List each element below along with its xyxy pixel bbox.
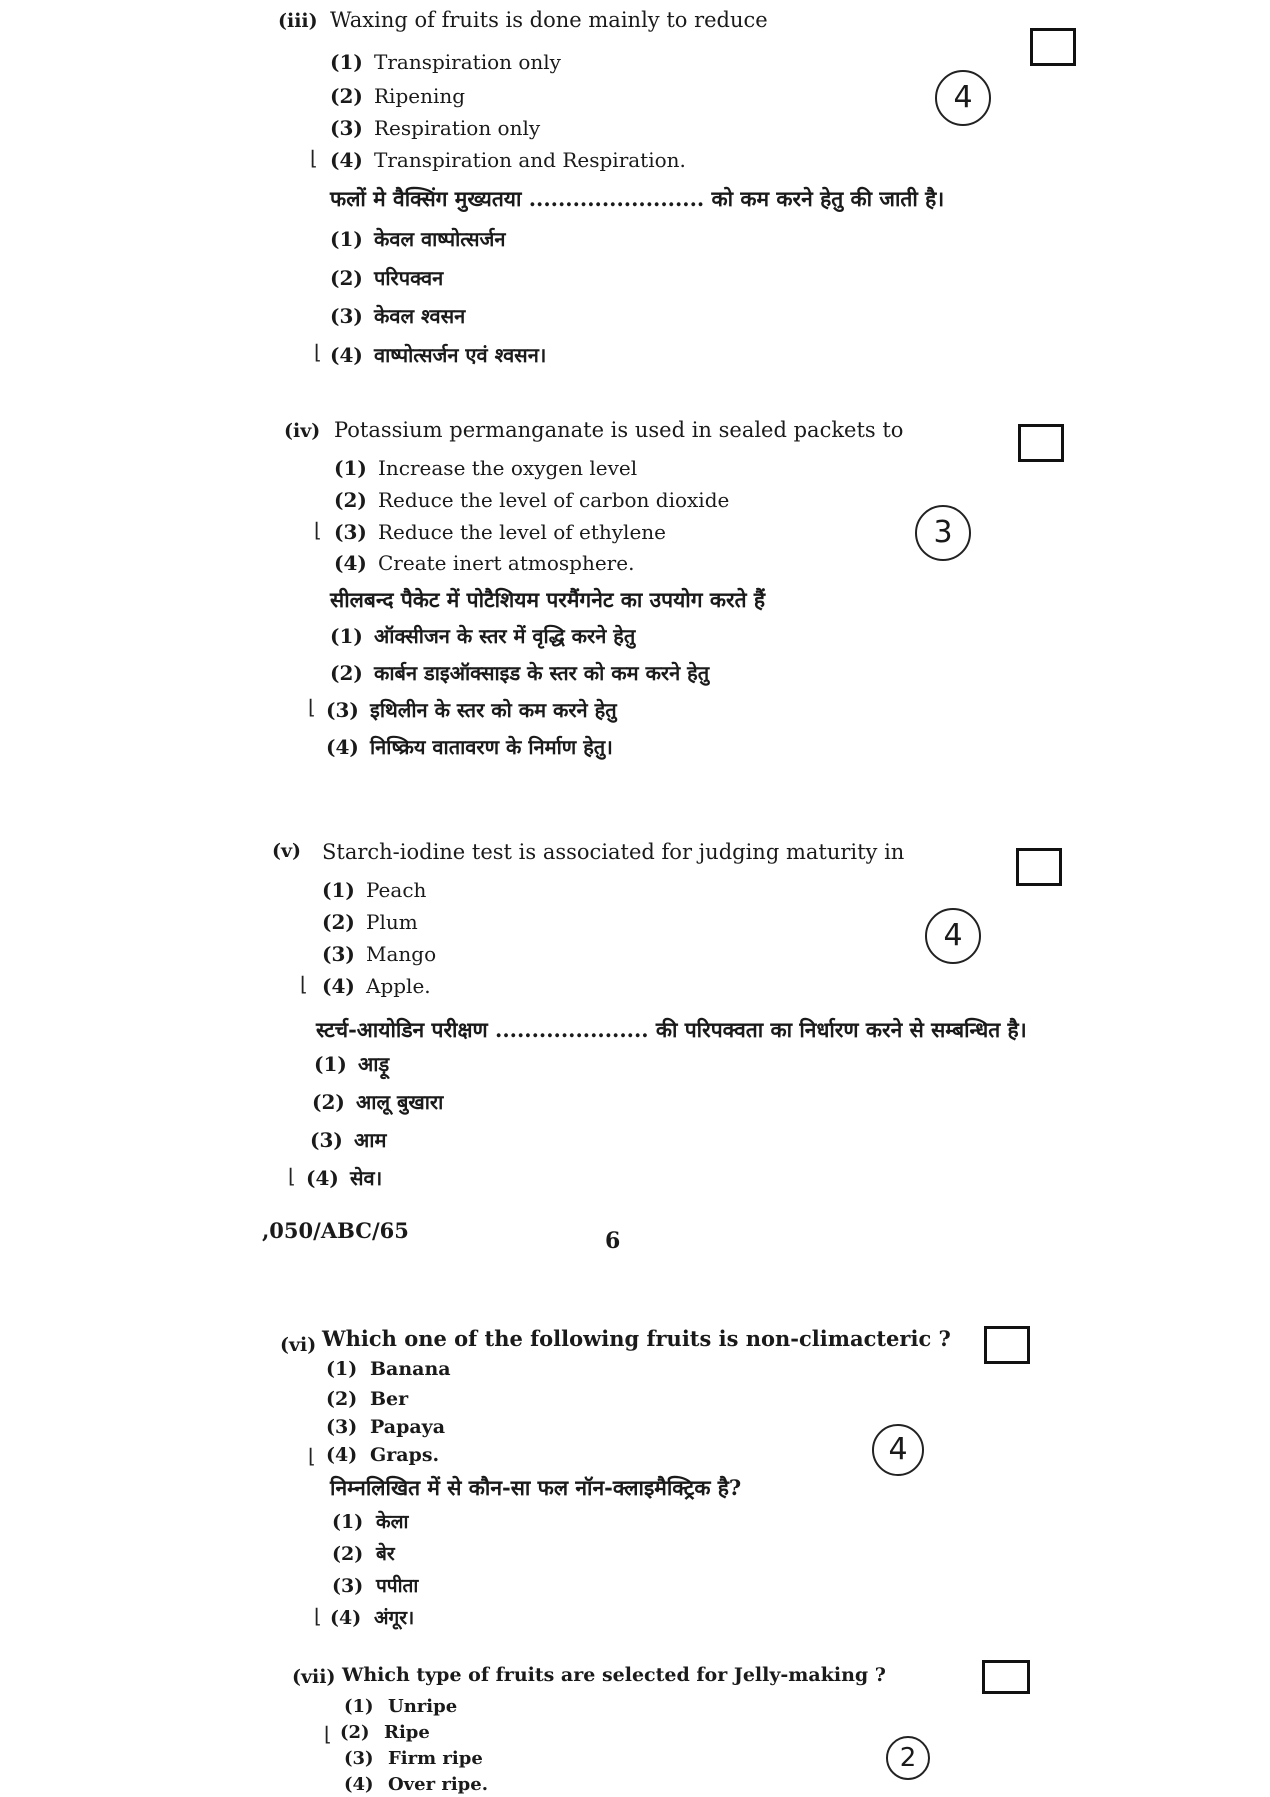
question-text: Starch-iodine test is associated for judging maturity in (322, 840, 905, 864)
question-number: (iv) (284, 420, 321, 442)
answer-box[interactable] (1018, 424, 1064, 462)
hindi-option-3: (3) केवल श्वसन (330, 304, 466, 328)
hindi-option-1: (1) केवल वाष्पोत्सर्जन (330, 227, 506, 251)
option-4: (4) Apple. (322, 974, 431, 998)
tick-mark-icon: ⌊ (288, 1164, 296, 1188)
hindi-question-text: स्टर्च-आयोडिन परीक्षण ..................... की परिपक्वता का निर्धारण करने से सम्बन्धित है। (316, 1017, 1027, 1042)
question-text: Waxing of fruits is done mainly to reduce (330, 8, 768, 32)
option-2: (2) Reduce the level of carbon dioxide (334, 488, 730, 512)
option-1: (1) Banana (326, 1358, 451, 1380)
hindi-option-2: (2) परिपक्वन (330, 266, 444, 290)
question-number: (vi) (280, 1334, 317, 1356)
answer-box[interactable] (982, 1660, 1030, 1694)
option-3: (3) Mango (322, 942, 437, 966)
answer-box[interactable] (1030, 28, 1076, 66)
tick-mark-icon: ⌊ (308, 1444, 316, 1468)
option-3: (3) Firm ripe (344, 1748, 483, 1769)
hindi-option-3: (3) इथिलीन के स्तर को कम करने हेतु (326, 698, 617, 722)
question-number: (v) (272, 840, 302, 862)
hindi-option-1: (1) केला (332, 1511, 409, 1533)
tick-mark-icon: ⌊ (310, 146, 318, 170)
hindi-question-text: फलों मे वैक्सिंग मुख्यतया ........................ को कम करने हेतु की जाती है। (330, 186, 945, 211)
option-3: (3) Respiration only (330, 116, 541, 140)
tick-mark-icon: ⌊ (314, 1604, 322, 1628)
answer-box[interactable] (1016, 848, 1062, 886)
hindi-option-4: (4) निष्क्रिय वातावरण के निर्माण हेतु। (326, 735, 613, 759)
handwritten-answer-mark: 2 (886, 1736, 930, 1780)
handwritten-answer-mark: 4 (935, 70, 991, 126)
option-2: (2) Ripening (330, 84, 466, 108)
hindi-option-4: (4) वाष्पोत्सर्जन एवं श्वसन। (330, 343, 547, 367)
option-4: (4) Graps. (326, 1444, 440, 1466)
option-2: (2) Plum (322, 910, 418, 934)
handwritten-answer-mark: 4 (872, 1424, 924, 1476)
page-number: 6 (605, 1228, 621, 1254)
hindi-option-1: (1) ऑक्सीजन के स्तर में वृद्धि करने हेतु (330, 624, 636, 648)
hindi-option-1: (1) आड़ू (314, 1052, 390, 1076)
question-text: Which type of fruits are selected for Jelly-making ? (342, 1664, 886, 1686)
tick-mark-icon: ⌊ (314, 518, 322, 542)
hindi-option-4: (4) सेव। (306, 1166, 383, 1190)
hindi-option-2: (2) आलू बुखारा (312, 1090, 444, 1114)
question-number: (iii) (278, 10, 318, 32)
option-4: (4) Transpiration and Respiration. (330, 148, 686, 172)
question-text: Potassium permanganate is used in sealed packets to (334, 418, 904, 442)
hindi-option-4: (4) अंगूर। (330, 1607, 415, 1629)
option-4: (4) Over ripe. (344, 1774, 488, 1795)
hindi-option-3: (3) पपीता (332, 1575, 419, 1597)
tick-mark-icon: ⌊ (324, 1722, 332, 1746)
option-4: (4) Create inert atmosphere. (334, 551, 635, 575)
handwritten-answer-mark: 3 (915, 505, 971, 561)
hindi-question-text: सीलबन्द पैकेट में पोटैशियम परमैंगनेट का उपयोग करते हैं (330, 587, 766, 612)
hindi-option-3: (3) आम (310, 1128, 387, 1152)
question-text: Which one of the following fruits is non-climacteric ? (322, 1326, 951, 1351)
hindi-question-text: निम्नलिखित में से कौन-सा फल नॉन-क्लाइमैक्ट्रिक है? (330, 1475, 742, 1500)
hindi-option-2: (2) कार्बन डाइऑक्साइड के स्तर को कम करने हेतु (330, 661, 710, 685)
option-3: (3) Papaya (326, 1416, 446, 1438)
option-1: (1) Transpiration only (330, 50, 561, 74)
option-1: (1) Increase the oxygen level (334, 456, 638, 480)
paper-code: ,050/ABC/65 (262, 1218, 409, 1243)
option-1: (1) Peach (322, 878, 427, 902)
question-number: (vii) (292, 1666, 336, 1688)
hindi-option-2: (2) बेर (332, 1543, 395, 1565)
option-1: (1) Unripe (344, 1696, 458, 1717)
answer-box[interactable] (984, 1326, 1030, 1364)
option-3: (3) Reduce the level of ethylene (334, 520, 667, 544)
tick-mark-icon: ⌊ (308, 695, 316, 719)
option-2: (2) Ber (326, 1388, 409, 1410)
tick-mark-icon: ⌊ (300, 972, 308, 996)
handwritten-answer-mark: 4 (925, 908, 981, 964)
tick-mark-icon: ⌊ (314, 340, 322, 364)
option-2: (2) Ripe (340, 1722, 430, 1743)
